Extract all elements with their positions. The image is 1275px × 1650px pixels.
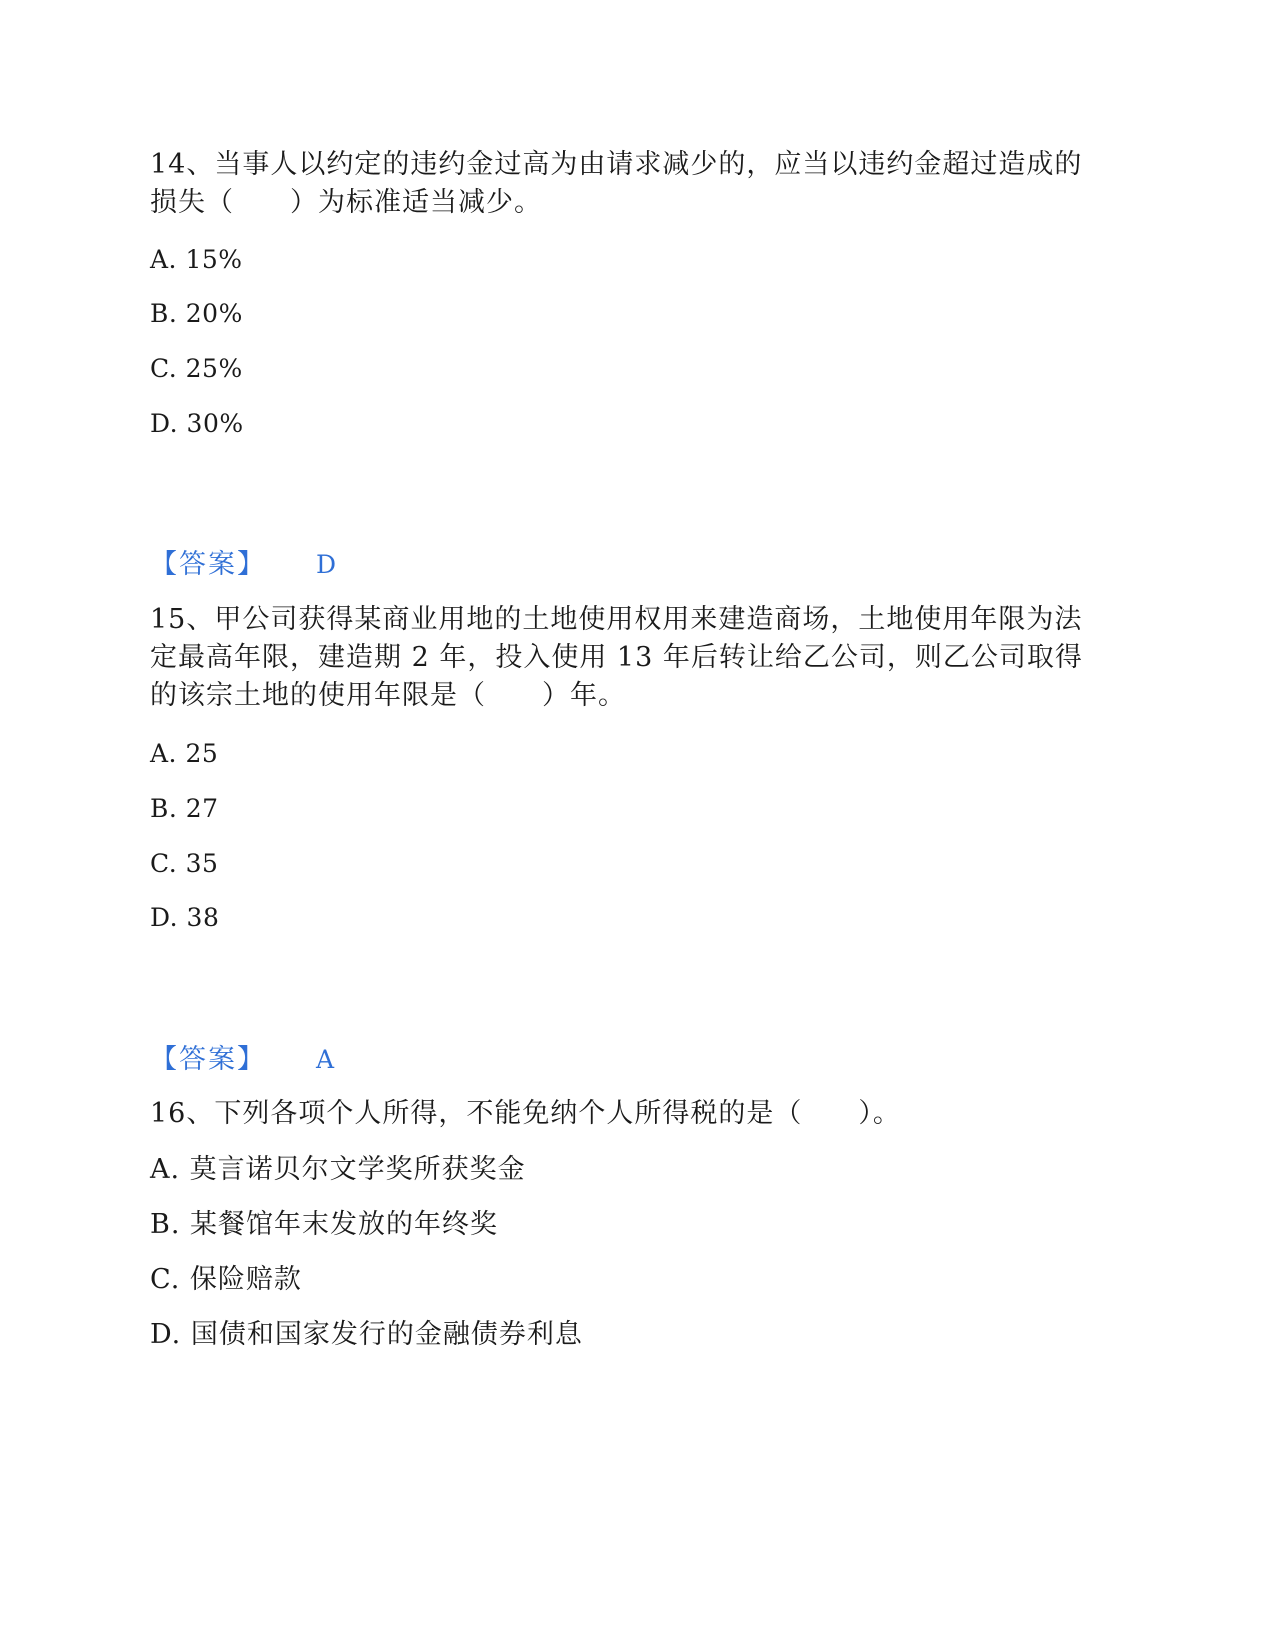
option-d: D. 38	[150, 903, 220, 932]
answer-15	[150, 1040, 334, 1080]
option-c: C. 25%	[150, 354, 243, 383]
question-stem-line: 16、下列各项个人所得，不能免纳个人所得税的是（ ）。	[150, 1098, 901, 1129]
option-d: D. 国债和国家发行的金融债券利息	[150, 1319, 583, 1350]
option-b: B. 20%	[150, 299, 243, 328]
option-c: C. 35	[150, 849, 219, 878]
question-stem-line: 定最高年限，建造期 2 年，投入使用 13 年后转让给乙公司，则乙公司取得	[150, 642, 1083, 673]
question-stem-line: 的该宗土地的使用年限是（ ）年。	[150, 680, 626, 711]
answer-label: 【答案】	[150, 549, 266, 580]
answer-value: D	[316, 550, 337, 579]
option-d: D. 30%	[150, 409, 244, 438]
option-c: C. 保险赔款	[150, 1264, 302, 1295]
question-stem-line: 15、甲公司获得某商业用地的土地使用权用来建造商场，土地使用年限为法	[150, 604, 1083, 635]
option-a: A. 莫言诺贝尔文学奖所获奖金	[150, 1154, 526, 1185]
option-b: B. 某餐馆年末发放的年终奖	[150, 1209, 499, 1240]
answer-value: A	[316, 1045, 335, 1074]
question-stem-line: 14、当事人以约定的违约金过高为由请求减少的，应当以违约金超过造成的	[150, 149, 1083, 180]
question-stem-line: 损失（ ）为标准适当减少。	[150, 187, 542, 218]
option-b: B. 27	[150, 794, 219, 823]
answer-14	[150, 545, 336, 585]
option-a: A. 15%	[150, 245, 243, 274]
answer-label: 【答案】	[150, 1044, 266, 1075]
option-a: A. 25	[150, 739, 219, 768]
